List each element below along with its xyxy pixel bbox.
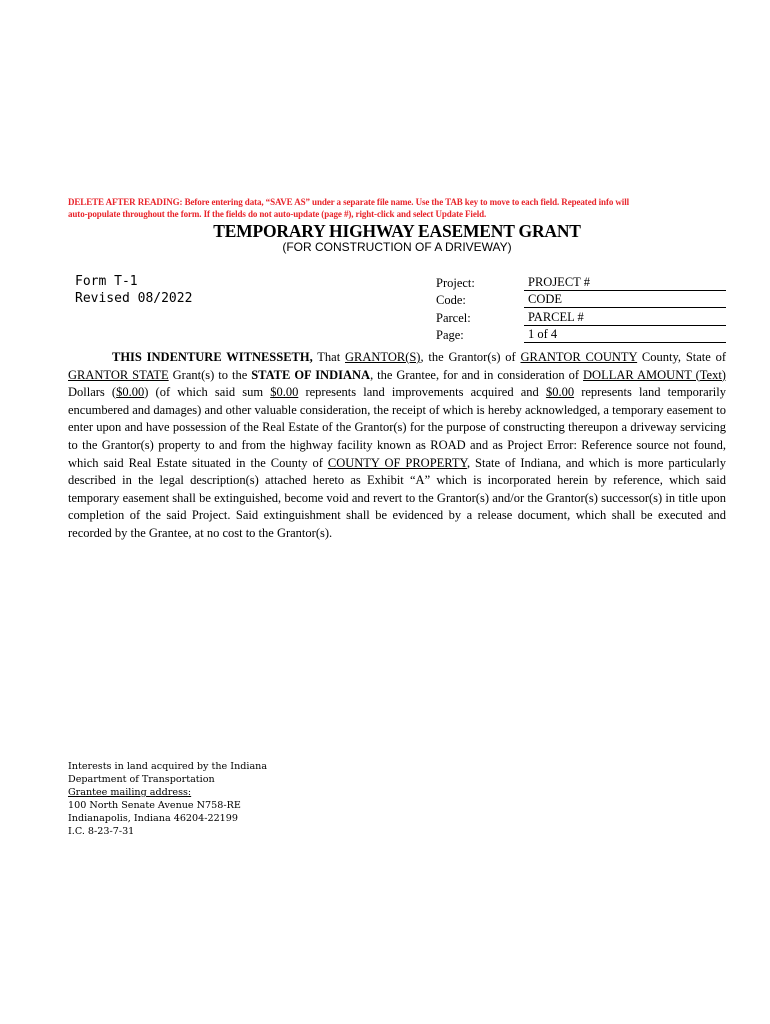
body-text-10: , State of Indiana, and which is more particularly described in the legal description(s) attached hereto as Exhibit “A” which is incorporated herein by reference, which said temporary easement shall be extinguished, become void and revert to the Grantor(s) and/or the Grantor(s) successor(s) in title upon completion of the said Project. Said extinguishment shall be evidenced by a release document, which shall be executed and recorded by the Grantee, at no cost to the Grantor(s). <box>68 455 726 540</box>
body-text-8: represents land improvements acquired and <box>298 385 546 400</box>
body-text-6: Dollars ( <box>68 385 117 400</box>
parcel-row <box>436 308 726 326</box>
dollar-amount-field[interactable]: $0.00 <box>116 385 145 400</box>
code-field[interactable]: CODE <box>524 292 726 308</box>
footer-line-1: Interests in land acquired by the Indiana <box>68 761 268 772</box>
document-subtitle: (FOR CONSTRUCTION OF A DRIVEWAY) <box>282 240 512 254</box>
delete-after-reading-notice <box>68 197 728 220</box>
grantor-field[interactable]: GRANTOR(S) <box>345 350 421 364</box>
grantee-address-block <box>68 760 267 838</box>
project-label: Project: <box>436 275 475 290</box>
indenture-paragraph <box>68 349 726 543</box>
grantee-mailing-address-label: Grantee mailing address: <box>68 787 192 798</box>
improvements-amount-field[interactable]: $0.00 <box>270 385 299 400</box>
footer-street: 100 North Senate Avenue N758-RE <box>68 800 241 811</box>
body-text-9: represents land temporarily encumbered and damages) and other valuable consideration, the receipt of which is hereby acknowledged, a temporary easement to enter upon and have possession of the Real Estate of the Grantor(s) for the purpose of constructing thereupon a driveway servicing to the Grantor(s) property to and from the highway facility known as ROAD and as Project Error: Reference source not found, which said Real Estate situated in the County of <box>68 385 726 470</box>
body-text-3: County, State of <box>637 350 727 364</box>
document-title: TEMPORARY HIGHWAY EASEMENT GRANT <box>213 221 581 241</box>
document-meta-fields <box>436 273 726 343</box>
property-county-field[interactable]: COUNTY OF PROPERTY <box>327 455 467 470</box>
code-label: Code: <box>436 293 466 307</box>
footer-line-2: Department of Transportation <box>68 774 215 785</box>
body-text-4: Grant(s) to the <box>168 367 252 382</box>
form-number: Form T-1 <box>75 274 138 289</box>
notice-line-2: auto-populate throughout the form. If the fields do not auto-update (page #), right-click and select Update Field. <box>68 208 487 219</box>
body-text-2: , the Grantor(s) of <box>420 350 521 364</box>
indenture-lead: THIS INDENTURE WITNESSETH, <box>112 350 313 364</box>
page-label: Page: <box>436 328 464 342</box>
parcel-field[interactable]: PARCEL # <box>524 310 726 326</box>
project-row <box>436 273 726 291</box>
damages-amount-field[interactable]: $0.00 <box>545 385 575 400</box>
state-of-indiana: STATE OF INDIANA <box>251 367 371 382</box>
grantor-county-field[interactable]: GRANTOR COUNTY <box>520 350 638 364</box>
project-field[interactable]: PROJECT # <box>524 275 726 291</box>
grantor-state-field[interactable]: GRANTOR STATE <box>68 367 169 382</box>
parcel-label: Parcel: <box>436 310 471 325</box>
notice-line-1: DELETE AFTER READING: Before entering data, “SAVE AS” under a separate file name. Use the TAB key to move to each field. Repeated info will <box>68 197 630 207</box>
page-row <box>436 326 726 344</box>
form-revised-date: Revised 08/2022 <box>75 291 193 306</box>
code-row <box>436 291 726 309</box>
footer-city: Indianapolis, Indiana 46204-22199 <box>68 813 238 824</box>
dollar-amount-text-field[interactable]: DOLLAR AMOUNT (Text) <box>583 367 726 382</box>
page-number-field[interactable]: 1 of 4 <box>524 327 726 343</box>
body-text-7: ) (of which said sum <box>144 385 271 400</box>
body-text-5: , the Grantee, for and in consideration of <box>370 367 584 382</box>
body-text-1: That <box>312 350 345 364</box>
footer-statute: I.C. 8-23-7-31 <box>68 826 135 837</box>
form-identifier <box>75 273 192 307</box>
